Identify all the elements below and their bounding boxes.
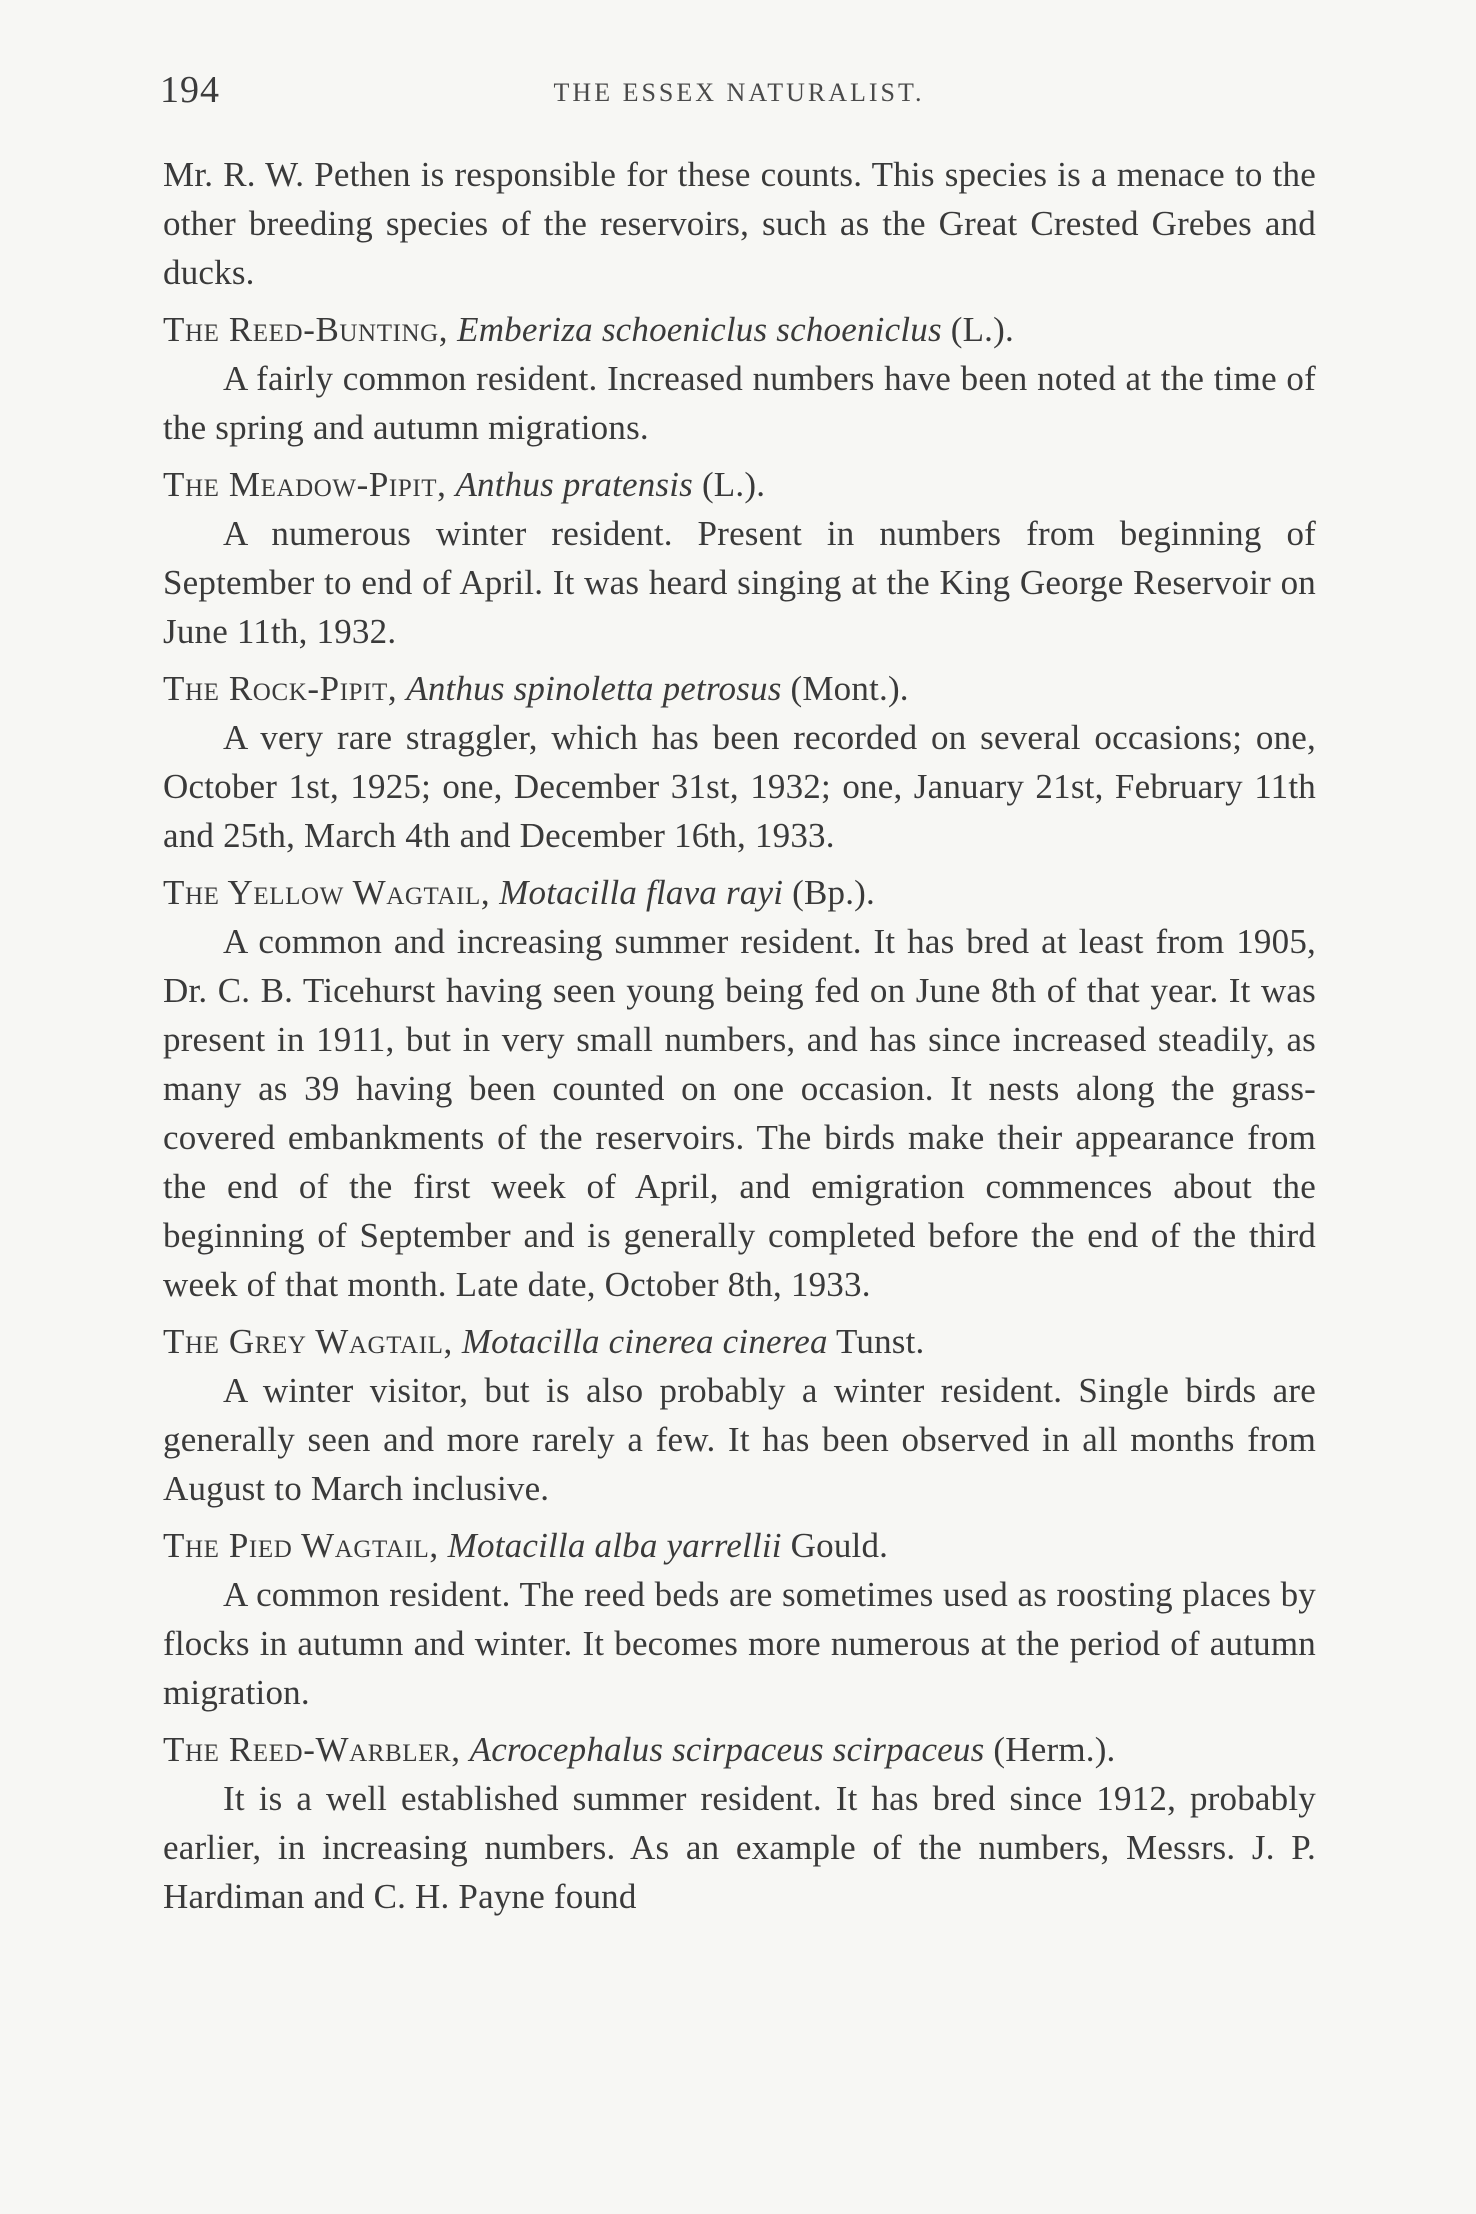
species-entry: [163, 1317, 1316, 1513]
entry-text: A numerous winter resident. Present in numbers from beginning of September to end of April. It was heard singing at the King George Reservoir on June 11th, 1932.: [163, 514, 1316, 651]
body-text: [163, 150, 1316, 1929]
scientific-name: Anthus spinoletta petrosus: [406, 669, 782, 708]
species-entry: [163, 868, 1316, 1309]
entry-heading: [163, 460, 1316, 509]
entry-heading: [163, 1317, 1316, 1366]
scientific-name: Emberiza schoeniclus schoeniclus: [457, 310, 942, 349]
entry-heading: [163, 305, 1316, 354]
scientific-name: Acrocephalus scirpaceus scirpaceus: [469, 1730, 985, 1769]
common-name: The Meadow-Pipit,: [163, 465, 447, 504]
common-name: The Rock-Pipit,: [163, 669, 398, 708]
authority: (Herm.).: [993, 1730, 1116, 1769]
scientific-name: Anthus pratensis: [455, 465, 693, 504]
entry-text: A fairly common resident. Increased numbers have been noted at the time of the spring and autumn migrations.: [163, 359, 1316, 447]
authority: Tunst.: [836, 1322, 925, 1361]
common-name: The Reed-Warbler,: [163, 1730, 461, 1769]
species-entry: [163, 1521, 1316, 1717]
authority: Gould.: [790, 1526, 889, 1565]
entry-text: A winter visitor, but is also probably a winter resident. Single birds are generally seen and more rarely a few. It has been observed in all months from August to March inclusive.: [163, 1371, 1316, 1508]
page-header: [160, 68, 1318, 118]
common-name: The Reed-Bunting,: [163, 310, 449, 349]
species-entry: [163, 664, 1316, 860]
authority: (L.).: [701, 465, 766, 504]
entry-heading: [163, 1521, 1316, 1570]
entry-text: It is a well established summer resident. It has bred since 1912, probably earlier, in increasing numbers. As an example of the numbers, Messrs. J. P. Hardiman and C. H. Payne found: [163, 1779, 1316, 1916]
authority: (L.).: [950, 310, 1014, 349]
entry-heading: [163, 868, 1316, 917]
scientific-name: Motacilla alba yarrellii: [447, 1526, 782, 1565]
entry-heading: [163, 1725, 1316, 1774]
authority: (Mont.).: [790, 669, 909, 708]
scientific-name: Motacilla flava rayi: [499, 873, 784, 912]
entry-heading: [163, 664, 1316, 713]
common-name: The Pied Wagtail,: [163, 1526, 439, 1565]
running-head: THE ESSEX NATURALIST.: [553, 78, 925, 107]
scientific-name: Motacilla cinerea cinerea: [461, 1322, 828, 1361]
entry-text: A common and increasing summer resident. It has bred at least from 1905, Dr. C. B. Ticehurst having seen young being fed on June 8th of that year. It was present in 1911, but in very small numbers, and has since increased steadily, as many as 39 having been counted on one occasion. It nests along the grass-covered embankments of the reservoirs. The birds make their appearance from the end of the first week of April, and emigration commences about the beginning of September and is generally completed before the end of the third week of that month. Late date, October 8th, 1933.: [163, 922, 1316, 1304]
entry-text: A very rare straggler, which has been recorded on several occasions; one, October 1st, 1925; one, December 31st, 1932; one, January 21st, February 11th and 25th, March 4th and December 16th, 1933.: [163, 718, 1316, 855]
common-name: The Grey Wagtail,: [163, 1322, 453, 1361]
page-number: 194: [160, 69, 220, 111]
species-entry: [163, 305, 1316, 452]
species-entry: [163, 460, 1316, 656]
common-name: The Yellow Wagtail,: [163, 873, 491, 912]
entry-text: A common resident. The reed beds are sometimes used as roosting places by flocks in autumn and winter. It becomes more numerous at the period of autumn migration.: [163, 1575, 1316, 1712]
intro-paragraph: Mr. R. W. Pethen is responsible for these counts. This species is a menace to the other breeding species of the reservoirs, such as the Great Crested Grebes and ducks.: [163, 155, 1316, 292]
authority: (Bp.).: [792, 873, 875, 912]
species-entry: [163, 1725, 1316, 1921]
